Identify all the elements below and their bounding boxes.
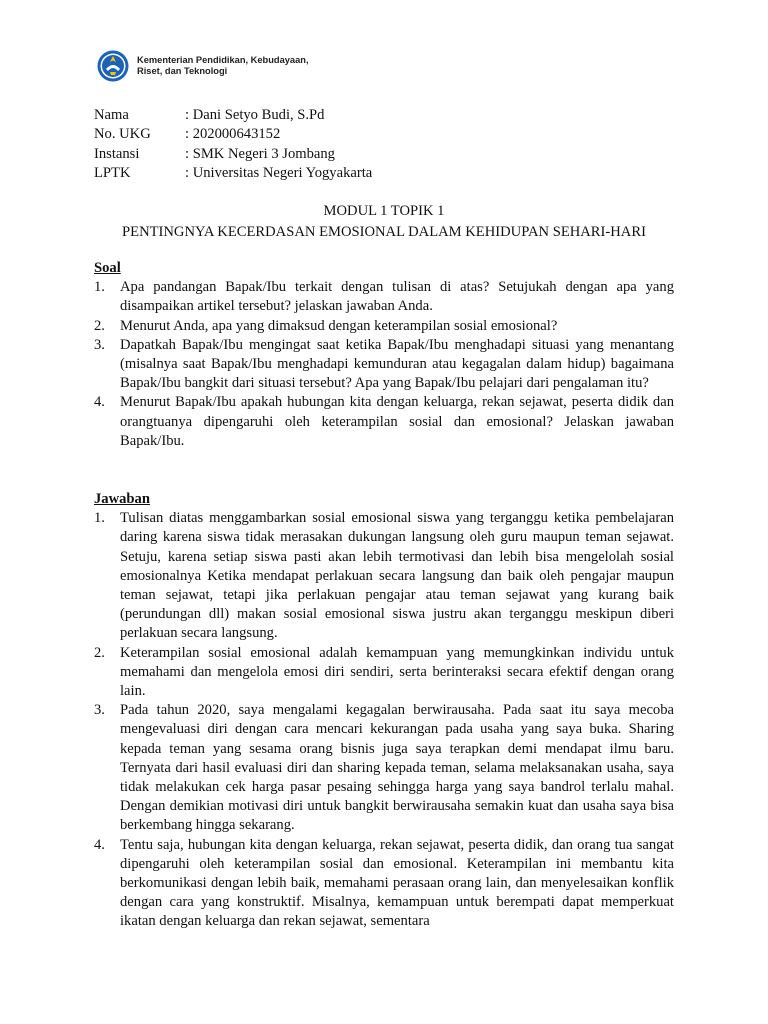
- tut-wuri-handayani-logo-icon: [97, 50, 129, 82]
- info-label: Nama: [94, 107, 129, 123]
- item-number: 4.: [94, 394, 105, 411]
- info-value: : Dani Setyo Budi, S.Pd: [185, 107, 325, 123]
- document-title: [94, 201, 674, 243]
- ministry-name-line2: Riset, dan Teknologi: [137, 66, 228, 76]
- item-text: Pada tahun 2020, saya mengalami kegagalan berwirausaha. Pada saat itu saya mecoba mengevaluasi diri dengan cara mencari kekurangan pada usaha yang saya buka. Sharing kepada teman yang sesama orang bisnis juga saya terapkan demi mendapat ilmu baru. Ternyata dari hasil evaluasi diri dan sharing kepada teman, selama melaksanakan usaha, saya tidak melakukan cek harga pasar pesaing sehingga harga yang saya bandrol terlalu mahal. Dengan demikian motivasi diri untuk bangkit berwirausaha semakin kuat dan usaha saya bisa berkembang hingga sekarang.: [120, 702, 674, 834]
- list-item: [94, 278, 674, 316]
- soal-heading: Soal: [94, 260, 121, 276]
- identity-block: [94, 106, 372, 184]
- info-row-no-ukg: [94, 125, 372, 144]
- list-item: [94, 509, 674, 643]
- item-text: Menurut Anda, apa yang dimaksud dengan keterampilan sosial emosional?: [120, 317, 558, 334]
- info-label: Instansi: [94, 145, 140, 162]
- item-text: Tulisan diatas menggambarkan sosial emosional siswa yang terganggu ketika pembelajaran daring karena siswa tidak merasakan dukungan langsung oleh guru maupun teman sejawat. Setuju, karena setiap siswa pasti akan lebih termotivasi dan lebih bisa mengelolah sosial emosionalnya Ketika mendapat perlakuan secara langsung dan baik oleh pengajar maupun teman sejawat, tetapi jika perlakuan pengajar atau teman sejawat yang kurang baik (perundungan dll) makan sosial emosional siswa justru akan terganggu meskipun diberi perlakuan secara langsung.: [120, 510, 674, 642]
- item-text: Tentu saja, hubungan kita dengan keluarga, rekan sejawat, peserta didik, dan orang tua sangat dipengaruhi oleh keterampilan sosial dan emosional. Keterampilan ini membantu kita berkomunikasi dengan lebih baik, memahami perasaan orang lain, dan menyelesaikan konflik dengan cara yang konstruktif. Misalnya, kemampuan untuk berempati dapat memperkuat ikatan dengan keluarga dan rekan sejawat, sementara: [120, 836, 674, 930]
- info-row-lptk: [94, 164, 372, 183]
- item-text: Keterampilan sosial emosional adalah kemampuan yang memungkinkan individu untuk memahami dan mengelola emosi diri sendiri, serta berinteraksi secara efektif dengan orang lain.: [120, 644, 674, 700]
- item-number: 3.: [94, 702, 105, 719]
- list-item: [94, 836, 674, 932]
- item-number: 1.: [94, 279, 105, 296]
- title-line2: PENTINGNYA KECERDASAN EMOSIONAL DALAM KEHIDUPAN SEHARI-HARI: [122, 224, 646, 240]
- jawaban-heading: Jawaban: [94, 491, 150, 507]
- item-number: 2.: [94, 317, 105, 334]
- info-value: : 202000643152: [185, 126, 281, 143]
- info-value: : SMK Negeri 3 Jombang: [185, 145, 335, 162]
- jawaban-section: [94, 490, 674, 932]
- list-item: [94, 317, 674, 336]
- ministry-name: [137, 55, 309, 77]
- item-text: Dapatkah Bapak/Ibu mengingat saat ketika Bapak/Ibu menghadapi situasi yang menantang (misalnya saat Bapak/Ibu menghadapi kemunduran atau kegagalan dalam hidup) bagaimana Bapak/Ibu bangkit dari situasi tersebut? Apa yang Bapak/Ibu pelajari dari pengalaman itu?: [120, 336, 674, 392]
- item-number: 4.: [94, 836, 105, 853]
- item-text: Menurut Bapak/Ibu apakah hubungan kita dengan keluarga, rekan sejawat, peserta didik dan orangtuanya dipengaruhi oleh keterampilan sosial dan emosional? Jelaskan jawaban Bapak/Ibu.: [120, 394, 674, 449]
- soal-section: [94, 259, 674, 451]
- item-number: 1.: [94, 510, 105, 527]
- list-item: [94, 701, 674, 835]
- info-row-nama: [94, 106, 372, 125]
- list-item: [94, 336, 674, 394]
- item-text: Apa pandangan Bapak/Ibu terkait dengan tulisan di atas? Setujukah dengan apa yang disampaikan artikel tersebut? jelaskan jawaban Anda.: [120, 279, 674, 315]
- info-label: No. UKG: [94, 126, 151, 143]
- info-row-instansi: [94, 145, 372, 164]
- item-number: 3.: [94, 336, 105, 353]
- title-line1: MODUL 1 TOPIK 1: [323, 203, 445, 219]
- item-number: 2.: [94, 644, 105, 661]
- jawaban-list: [94, 509, 674, 931]
- ministry-header: [97, 50, 309, 82]
- info-value: : Universitas Negeri Yogyakarta: [185, 165, 373, 182]
- soal-list: [94, 278, 674, 451]
- list-item: [94, 393, 674, 451]
- list-item: [94, 644, 674, 702]
- info-label: LPTK: [94, 165, 131, 182]
- ministry-name-line1: Kementerian Pendidikan, Kebudayaan,: [137, 55, 309, 65]
